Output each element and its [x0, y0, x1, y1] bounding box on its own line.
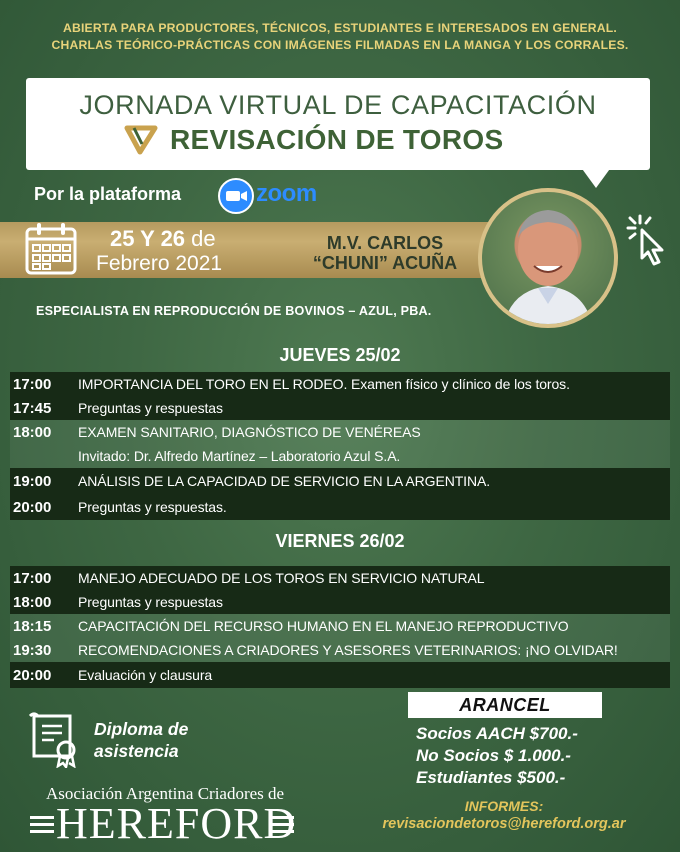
schedule-time: 18:15 — [13, 617, 52, 635]
day-heading-thursday: JUEVES 25/02 — [279, 345, 401, 365]
schedule-row — [10, 662, 670, 688]
schedule-time: 17:00 — [13, 569, 52, 587]
contact-email-link[interactable]: revisaciondetoros@hereford.org.ar — [382, 816, 626, 832]
schedule-desc: CAPACITACIÓN DEL RECURSO HUMANO EN EL MANEJO REPRODUCTIVO — [78, 618, 569, 634]
fee-members: Socios AACH $700.- — [416, 724, 578, 743]
speaker-name — [290, 233, 480, 273]
fee-students: Estudiantes $500.- — [416, 768, 566, 787]
schedule-desc: Preguntas y respuestas — [78, 400, 223, 416]
diploma-icon — [28, 712, 82, 768]
schedule-desc: MANEJO ADECUADO DE LOS TOROS EN SERVICIO NATURAL — [78, 570, 485, 586]
schedule-time: 19:30 — [13, 641, 52, 659]
schedule-row — [10, 372, 670, 396]
schedule-desc: IMPORTANCIA DEL TORO EN EL RODEO. Examen físico y clínico de los toros. — [78, 376, 570, 392]
schedule-desc: ANÁLISIS DE LA CAPACIDAD DE SERVICIO EN LA ARGENTINA. — [78, 473, 490, 489]
notice-line-2: CHARLAS TEÓRICO-PRÁCTICAS CON IMÁGENES FILMADAS EN LA MANGA Y LOS CORRALES. — [51, 38, 629, 52]
schedule-time: 18:00 — [13, 593, 52, 611]
event-dates-days: 25 Y 26 — [110, 226, 186, 251]
fees-title: ARANCEL — [408, 692, 602, 718]
event-dates — [110, 226, 216, 252]
schedule-time: 20:00 — [13, 498, 52, 516]
diploma-label — [94, 718, 188, 762]
top-notice — [0, 20, 680, 54]
schedule-desc: Preguntas y respuestas — [78, 594, 223, 610]
schedule-time: 19:00 — [13, 472, 52, 490]
schedule-row — [10, 494, 670, 520]
schedule-desc: RECOMENDACIONES A CRIADORES Y ASESORES VETERINARIOS: ¡NO OLVIDAR! — [78, 642, 618, 658]
schedule-row — [10, 614, 670, 638]
zoom-logo-text: zoom — [256, 180, 317, 207]
association-name: Asociación Argentina Criadores de — [46, 784, 285, 803]
speaker-name-line-1: M.V. CARLOS — [326, 233, 444, 253]
hereford-logo: HEREFORD — [56, 799, 297, 848]
contact-label: INFORMES: — [464, 798, 544, 814]
schedule-desc: Invitado: Dr. Alfredo Martínez – Laboratorio Azul S.A. — [78, 448, 401, 464]
schedule-row — [10, 468, 670, 494]
zoom-camera-icon — [218, 178, 254, 214]
diploma-line-2: asistencia — [94, 741, 179, 761]
event-subtitle: REVISACIÓN DE TOROS — [170, 124, 504, 155]
schedule-time: 20:00 — [13, 666, 52, 684]
click-cursor-icon — [624, 212, 674, 268]
event-month-year: Febrero 2021 — [96, 252, 223, 275]
event-title: JORNADA VIRTUAL DE CAPACITACIÓN — [79, 90, 597, 120]
notice-line-1: ABIERTA PARA PRODUCTORES, TÉCNICOS, ESTUDIANTES E INTERESADOS EN GENERAL. — [62, 21, 618, 35]
schedule-time: 17:45 — [13, 399, 52, 417]
schedule-time: 17:00 — [13, 375, 52, 393]
speaker-photo — [478, 188, 618, 328]
calendar-icon — [24, 221, 78, 277]
platform-label: Por la plataforma — [34, 184, 182, 204]
triangle-logo-icon — [122, 120, 160, 158]
schedule-row — [10, 420, 670, 444]
event-dates-connector: de — [191, 226, 216, 251]
schedule-desc: Preguntas y respuestas. — [78, 499, 227, 515]
fee-non-members: No Socios $ 1.000.- — [416, 746, 571, 765]
schedule-desc: EXAMEN SANITARIO, DIAGNÓSTICO DE VENÉREAS — [78, 424, 421, 440]
schedule-row — [10, 590, 670, 614]
schedule-desc: Evaluación y clausura — [78, 667, 213, 683]
schedule-row — [10, 444, 670, 468]
schedule-row — [10, 638, 670, 662]
speaker-specialty: ESPECIALISTA EN REPRODUCCIÓN DE BOVINOS – AZUL, PBA. — [36, 304, 432, 318]
speaker-name-line-2: “CHUNI” ACUÑA — [312, 253, 458, 273]
schedule-row — [10, 566, 670, 590]
day-heading-friday: VIERNES 26/02 — [275, 531, 405, 551]
schedule-time: 18:00 — [13, 423, 52, 441]
title-card-tail — [580, 166, 612, 188]
schedule-row — [10, 396, 670, 420]
diploma-line-1: Diploma de — [94, 719, 189, 739]
